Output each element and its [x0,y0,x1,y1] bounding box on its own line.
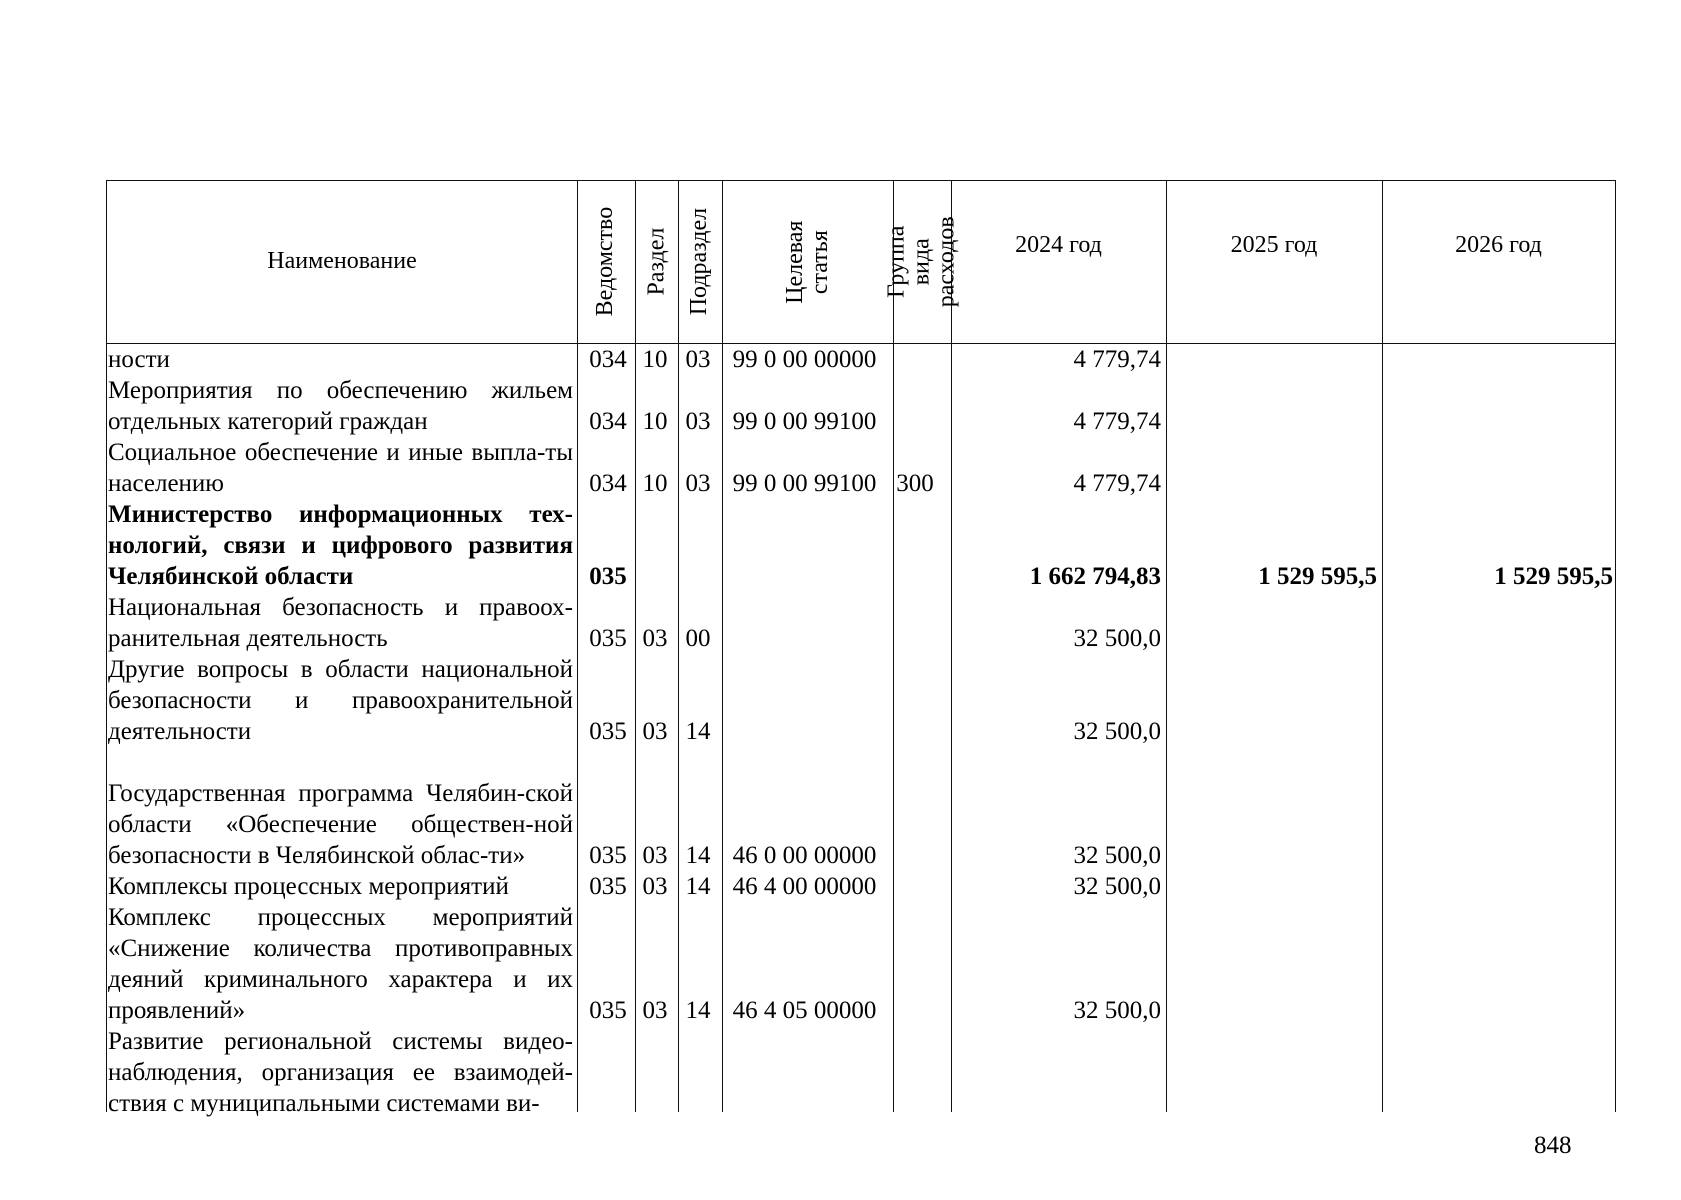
row-celevaya: 46 4 05 00000 [732,997,877,1024]
budget-table [106,180,1616,1117]
row-name: Комплексы процессных мероприятий [108,873,509,900]
header-y2025 [1166,181,1382,343]
row-y2024: 1 662 794,83 [1029,563,1161,590]
header-name [107,181,577,343]
row-y2024: 4 779,74 [1073,408,1161,435]
row-y2024: 32 500,0 [1073,625,1161,652]
table-row [107,871,1616,902]
row-razdel: 10 [642,346,668,373]
row-razdel: 03 [642,718,668,745]
row-ved: 035 [589,718,627,745]
row-y2024: 32 500,0 [1073,842,1161,869]
row-razdel: 03 [642,997,668,1024]
row-name: Другие вопросы в области национальной безопасности и правоохранительной деятельности [108,656,573,745]
row-podrazdel: 00 [685,625,711,652]
header-name-label: Наименование [267,248,417,275]
row-podrazdel: 14 [685,873,711,900]
header-podrazdel [678,181,722,343]
header-gruppa [883,181,960,343]
row-ved: 035 [589,997,627,1024]
row-name: Социальное обеспечение и иные выпла-ты населению [108,439,573,497]
row-name: Министерство информационных тех-нологий, связи и цифрового развития Челябинской области [108,501,573,590]
table-row [107,499,1616,592]
row-ved: 034 [589,408,627,435]
header-y2026 [1382,181,1615,343]
row-podrazdel: 14 [685,842,711,869]
row-celevaya: 99 0 00 99100 [732,408,877,435]
table-row [107,902,1616,1026]
table-row [107,1026,1616,1117]
header-y2025-label: 2025 год [1230,232,1318,258]
row-name: Развитие региональной системы видео-наблюдения, организация ее взаимодей-ствия с муниципальными системами ви- [108,1028,573,1117]
row-razdel: 03 [642,625,668,652]
row-celevaya: 99 0 00 00000 [732,346,877,373]
header-gruppa-label: Группа вида расходов [883,216,960,308]
row-podrazdel: 14 [685,997,711,1024]
row-name: ности [108,346,170,373]
row-y2024: 32 500,0 [1073,997,1161,1024]
row-y2024: 32 500,0 [1073,873,1161,900]
row-podrazdel: 03 [685,346,711,373]
row-ved: 034 [589,470,627,497]
row-ved: 035 [589,563,627,590]
row-ved: 035 [589,625,627,652]
header-ved-label: Ведомство [592,207,619,317]
row-y2025: 1 529 595,5 [1258,563,1377,590]
row-razdel: 10 [642,408,668,435]
row-razdel: 03 [642,873,668,900]
row-razdel: 03 [642,842,668,869]
row-celevaya: 46 0 00 00000 [732,842,877,869]
row-y2026: 1 529 595,5 [1494,563,1613,590]
table-row [107,747,1616,871]
row-name: Государственная программа Челябин-ской области «Обеспечение обществен-ной безопасности в Челябинской облас-ти» [108,780,573,869]
row-y2024: 4 779,74 [1073,470,1161,497]
table-row [107,375,1616,437]
row-podrazdel: 03 [685,470,711,497]
row-ved: 034 [589,346,627,373]
page-number: 848 [1534,1132,1572,1159]
header-y2024-label: 2024 год [1015,232,1102,258]
row-celevaya: 99 0 00 99100 [732,470,877,497]
row-gruppa: 300 [896,470,934,497]
header-podrazdel-label: Подраздел [686,208,713,316]
row-name: Комплекс процессных мероприятий «Снижение количества противоправных деяний криминального характера и их проявлений» [108,904,573,1024]
header-celevaya [722,181,893,343]
header-y2024 [951,181,1166,343]
header-ved [577,181,635,343]
table-row [107,592,1616,654]
header-razdel-label: Раздел [642,228,669,296]
table-row [107,344,1616,375]
row-name: Национальная безопасность и правоох-ранительная деятельность [108,594,573,652]
row-podrazdel: 03 [685,408,711,435]
row-y2024: 32 500,0 [1073,718,1161,745]
row-ved: 035 [589,842,627,869]
table-row [107,437,1616,499]
row-name: Мероприятия по обеспечению жильем отдельных категорий граждан [108,377,573,435]
row-podrazdel: 14 [685,718,711,745]
row-ved: 035 [589,873,627,900]
header-y2026-label: 2026 год [1455,232,1542,258]
header-razdel [635,181,678,343]
row-celevaya: 46 4 00 00000 [732,873,877,900]
header-celevaya-label: Целевая статья [781,220,833,304]
table-row [107,654,1616,747]
row-razdel: 10 [642,470,668,497]
row-y2024: 4 779,74 [1073,346,1161,373]
